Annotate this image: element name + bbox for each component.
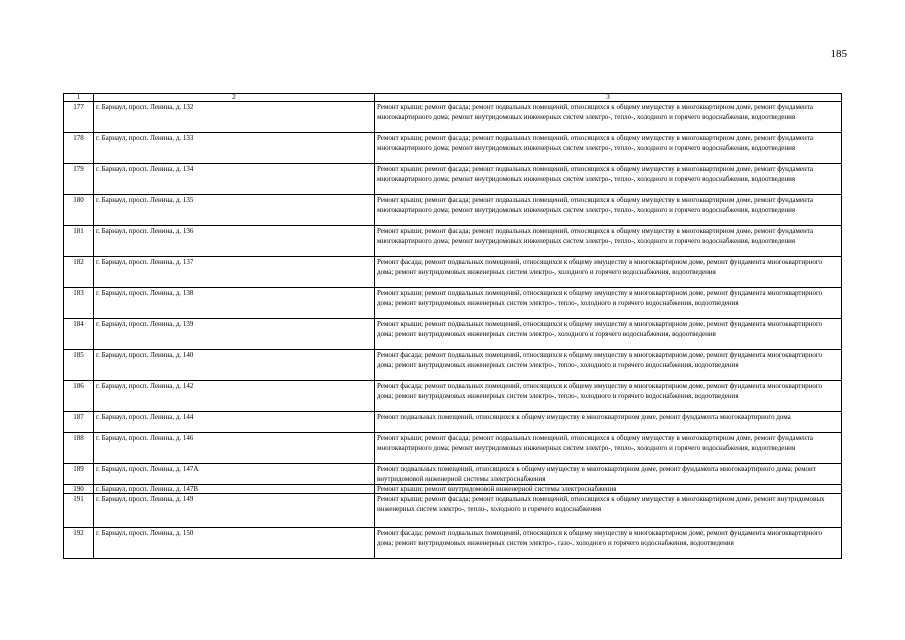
row-address: г. Барнаул, просп. Ленина, д. 132 xyxy=(94,102,375,133)
table-row xyxy=(64,102,842,133)
row-number: 192 xyxy=(64,528,94,559)
row-works: Ремонт крыши; ремонт фасада; ремонт подвальных помещений, относящихся к общему имуществу в многоквартирном доме, ремонт фундамента многоквартирного дома; ремонт внутридомовых инженерных систем электро-, тепло-, холодного и горячего водоснабжения, водоотведения xyxy=(375,433,842,464)
row-address: г. Барнаул, просп. Ленина, д. 142 xyxy=(94,381,375,412)
row-number: 183 xyxy=(64,288,94,319)
repair-program-table xyxy=(63,93,842,559)
table-row xyxy=(64,528,842,559)
row-number: 178 xyxy=(64,133,94,164)
row-number: 186 xyxy=(64,381,94,412)
row-works: Ремонт фасада; ремонт подвальных помещений, относящихся к общему имуществу в многоквартирном доме, ремонт фундамента многоквартирного дома; ремонт внутридомовых инженерных систем электро-, тепло-, холодного и горячего водоснабжения, водоотведения xyxy=(375,350,842,381)
row-address: г. Барнаул, просп. Ленина, д. 144 xyxy=(94,412,375,433)
row-number: 184 xyxy=(64,319,94,350)
row-number: 185 xyxy=(64,350,94,381)
row-works: Ремонт крыши; ремонт фасада; ремонт подвальных помещений, относящихся к общему имуществу в многоквартирном доме, ремонт фундамента многоквартирного дома; ремонт внутридомовых инженерных систем электро-, тепло-, холодного и горячего водоснабжения, водоотведения xyxy=(375,133,842,164)
row-number: 179 xyxy=(64,164,94,195)
table-row xyxy=(64,412,842,433)
row-works: Ремонт подвальных помещений, относящихся к общему имуществу в многоквартирном доме, ремонт фундамента многоквартирного дома; ремонт внутридомовой инженерной системы электроснабжения xyxy=(375,464,842,485)
table-row xyxy=(64,494,842,528)
row-address: г. Барнаул, просп. Ленина, д. 134 xyxy=(94,164,375,195)
table-row xyxy=(64,257,842,288)
row-address: г. Барнаул, просп. Ленина, д. 150 xyxy=(94,528,375,559)
row-number: 188 xyxy=(64,433,94,464)
row-works: Ремонт подвальных помещений, относящихся к общему имуществу в многоквартирном доме, ремонт фундамента многоквартирного дома xyxy=(375,412,842,433)
table-header-row xyxy=(64,94,842,102)
row-works: Ремонт крыши; ремонт фасада; ремонт подвальных помещений, относящихся к общему имуществу в многоквартирном доме, ремонт фундамента многоквартирного дома; ремонт внутридомовых инженерных систем электро-, тепло-, холодного и горячего водоснабжения, водоотведения xyxy=(375,102,842,133)
row-number: 181 xyxy=(64,226,94,257)
column-header-address: 2 xyxy=(94,94,375,102)
row-number: 189 xyxy=(64,464,94,485)
row-works: Ремонт крыши; ремонт фасада; ремонт подвальных помещений, относящихся к общему имуществу в многоквартирном доме, ремонт внутридомовых инженерных систем электро-, тепло-, холодного и горячего водоснабжения xyxy=(375,494,842,528)
row-number: 187 xyxy=(64,412,94,433)
row-works: Ремонт фасада; ремонт подвальных помещений, относящихся к общему имуществу в многоквартирном доме, ремонт фундамента многоквартирного дома; ремонт внутридомовых инженерных систем электро-, газо-, холодного и горячего водоснабжения, водоотведения xyxy=(375,528,842,559)
table-row xyxy=(64,319,842,350)
row-address: г. Барнаул, просп. Ленина, д. 138 xyxy=(94,288,375,319)
row-address: г. Барнаул, просп. Ленина, д. 136 xyxy=(94,226,375,257)
table-row xyxy=(64,350,842,381)
row-works: Ремонт фасада; ремонт подвальных помещений, относящихся к общему имуществу в многоквартирном доме, ремонт фундамента многоквартирного дома; ремонт внутридомовых инженерных систем электро-, холодного и горячего водоснабжения, водоотведения xyxy=(375,257,842,288)
row-works: Ремонт крыши; ремонт подвальных помещений, относящихся к общему имуществу в многоквартирном доме, ремонт фундамента многоквартирного дома; ремонт внутридомовых инженерных систем электро-, холодного и горячего водоснабжения, водоотведения xyxy=(375,319,842,350)
table-row xyxy=(64,133,842,164)
column-header-works: 3 xyxy=(375,94,842,102)
column-header-number: 1 xyxy=(64,94,94,102)
row-address: г. Барнаул, просп. Ленина, д. 133 xyxy=(94,133,375,164)
row-number: 190 xyxy=(64,485,94,494)
row-works: Ремонт крыши; ремонт подвальных помещений, относящихся к общему имуществу в многоквартирном доме, ремонт фундамента многоквартирного дома; ремонт внутридомовых инженерных систем электро-, тепло-, холодного и горячего водоснабжения, водоотведения xyxy=(375,288,842,319)
table-row xyxy=(64,485,842,494)
row-address: г. Барнаул, просп. Ленина, д. 139 xyxy=(94,319,375,350)
row-number: 177 xyxy=(64,102,94,133)
row-works: Ремонт крыши; ремонт фасада; ремонт подвальных помещений, относящихся к общему имуществу в многоквартирном доме, ремонт фундамента многоквартирного дома; ремонт внутридомовых инженерных систем электро-, тепло-, холодного и горячего водоснабжения, водоотведения xyxy=(375,226,842,257)
row-address: г. Барнаул, просп. Ленина, д. 140 xyxy=(94,350,375,381)
row-number: 191 xyxy=(64,494,94,528)
row-address: г. Барнаул, просп. Ленина, д. 147А xyxy=(94,464,375,485)
table-row xyxy=(64,288,842,319)
row-number: 182 xyxy=(64,257,94,288)
row-works: Ремонт крыши; ремонт фасада; ремонт подвальных помещений, относящихся к общему имуществу в многоквартирном доме, ремонт фундамента многоквартирного дома; ремонт внутридомовых инженерных систем электро-, тепло-, холодного и горячего водоснабжения, водоотведения xyxy=(375,164,842,195)
table-row xyxy=(64,433,842,464)
row-address: г. Барнаул, просп. Ленина, д. 147В xyxy=(94,485,375,494)
row-address: г. Барнаул, просп. Ленина, д. 149 xyxy=(94,494,375,528)
page-number: 185 xyxy=(830,48,847,60)
row-address: г. Барнаул, просп. Ленина, д. 146 xyxy=(94,433,375,464)
row-address: г. Барнаул, просп. Ленина, д. 137 xyxy=(94,257,375,288)
table-row xyxy=(64,226,842,257)
table-row xyxy=(64,195,842,226)
row-address: г. Барнаул, просп. Ленина, д. 135 xyxy=(94,195,375,226)
table-row xyxy=(64,381,842,412)
row-number: 180 xyxy=(64,195,94,226)
row-works: Ремонт фасада; ремонт подвальных помещений, относящихся к общему имуществу в многоквартирном доме, ремонт фундамента многоквартирного дома; ремонт внутридомовых инженерных систем электро-, тепло-, холодного и горячего водоснабжения, водоотведения xyxy=(375,381,842,412)
table-row xyxy=(64,164,842,195)
row-works: Ремонт крыши; ремонт внутридомовой инженерной системы электроснабжения xyxy=(375,485,842,494)
row-works: Ремонт крыши; ремонт фасада; ремонт подвальных помещений, относящихся к общему имуществу в многоквартирном доме, ремонт фундамента многоквартирного дома; ремонт внутридомовых инженерных систем электро-, тепло-, холодного и горячего водоснабжения, водоотведения xyxy=(375,195,842,226)
table-row xyxy=(64,464,842,485)
